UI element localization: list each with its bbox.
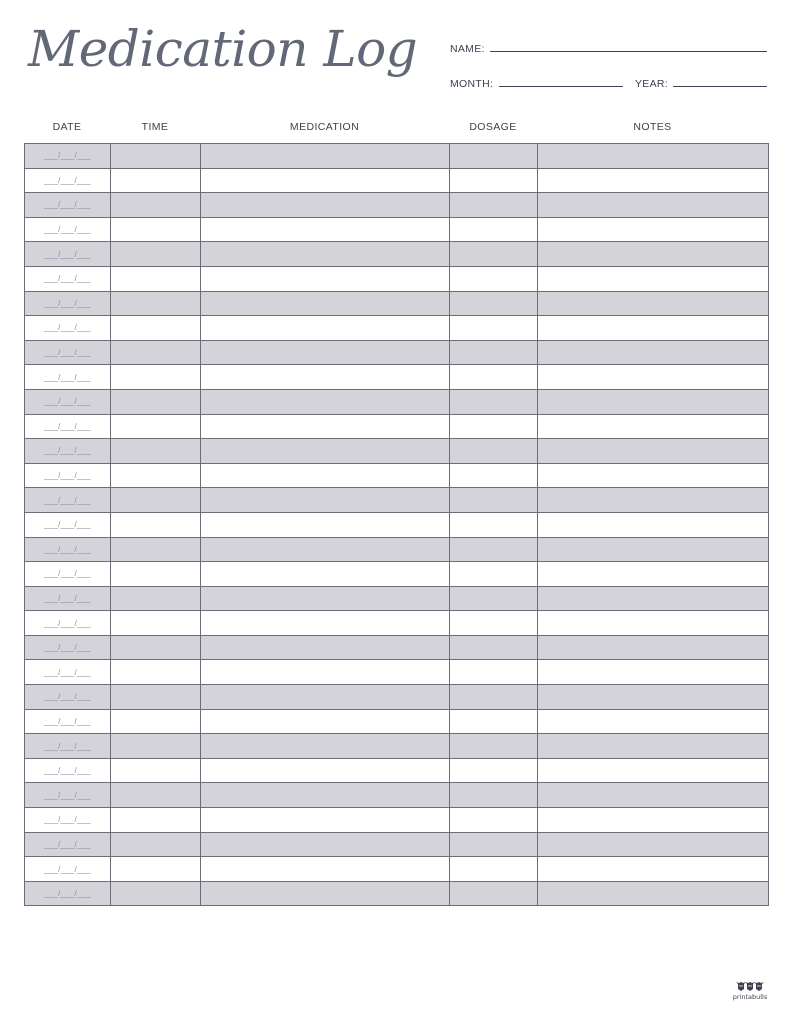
dosage-cell[interactable] (450, 685, 538, 710)
notes-cell[interactable] (538, 611, 769, 636)
table-row (25, 758, 769, 783)
column-header-dosage: DOSAGE (469, 121, 517, 133)
date-cell[interactable]: ___/___/___ (25, 635, 111, 660)
table-row (25, 881, 769, 906)
medication-cell[interactable] (201, 586, 450, 611)
table-row (25, 365, 769, 390)
dosage-cell[interactable] (450, 389, 538, 414)
table-row (25, 463, 769, 488)
table-row (25, 168, 769, 193)
dosage-cell[interactable] (450, 217, 538, 242)
date-cell[interactable]: ___/___/___ (25, 881, 111, 906)
medication-cell[interactable] (201, 242, 450, 267)
dosage-cell[interactable] (450, 783, 538, 808)
notes-cell[interactable] (538, 316, 769, 341)
medication-cell[interactable] (201, 660, 450, 685)
notes-cell[interactable] (538, 586, 769, 611)
table-row (25, 266, 769, 291)
medication-cell[interactable] (201, 857, 450, 882)
dosage-cell[interactable] (450, 709, 538, 734)
date-cell[interactable]: ___/___/___ (25, 537, 111, 562)
table-row (25, 389, 769, 414)
date-cell[interactable]: ___/___/___ (25, 439, 111, 464)
medication-cell[interactable] (201, 488, 450, 513)
time-cell[interactable] (111, 635, 201, 660)
year-label: YEAR: (635, 78, 669, 90)
dosage-cell[interactable] (450, 857, 538, 882)
notes-cell[interactable] (538, 709, 769, 734)
column-header-notes: NOTES (633, 121, 672, 133)
date-cell[interactable]: ___/___/___ (25, 562, 111, 587)
table-row (25, 832, 769, 857)
notes-cell[interactable] (538, 389, 769, 414)
table-row (25, 439, 769, 464)
table-row (25, 340, 769, 365)
table-row (25, 291, 769, 316)
medication-cell[interactable] (201, 266, 450, 291)
date-cell[interactable]: ___/___/___ (25, 168, 111, 193)
table-row (25, 144, 769, 169)
medication-cell[interactable] (201, 808, 450, 833)
dosage-cell[interactable] (450, 340, 538, 365)
medication-cell[interactable] (201, 709, 450, 734)
notes-cell[interactable] (538, 758, 769, 783)
date-cell[interactable]: ___/___/___ (25, 488, 111, 513)
medication-cell[interactable] (201, 463, 450, 488)
notes-cell[interactable] (538, 488, 769, 513)
date-cell[interactable]: ___/___/___ (25, 316, 111, 341)
table-row (25, 562, 769, 587)
medication-log-table (24, 143, 769, 906)
time-cell[interactable] (111, 857, 201, 882)
time-cell[interactable] (111, 439, 201, 464)
date-cell[interactable]: ___/___/___ (25, 660, 111, 685)
dosage-cell[interactable] (450, 291, 538, 316)
notes-cell[interactable] (538, 144, 769, 169)
time-cell[interactable] (111, 193, 201, 218)
date-cell[interactable]: ___/___/___ (25, 783, 111, 808)
date-cell[interactable]: ___/___/___ (25, 389, 111, 414)
dosage-cell[interactable] (450, 562, 538, 587)
date-cell[interactable]: ___/___/___ (25, 340, 111, 365)
time-cell[interactable] (111, 217, 201, 242)
time-cell[interactable] (111, 389, 201, 414)
notes-cell[interactable] (538, 340, 769, 365)
table-row (25, 512, 769, 537)
month-line[interactable] (499, 86, 623, 87)
date-cell[interactable]: ___/___/___ (25, 266, 111, 291)
name-label: NAME: (450, 43, 485, 55)
medication-cell[interactable] (201, 783, 450, 808)
medication-cell[interactable] (201, 611, 450, 636)
dosage-cell[interactable] (450, 512, 538, 537)
medication-cell[interactable] (201, 144, 450, 169)
time-cell[interactable] (111, 144, 201, 169)
dosage-cell[interactable] (450, 734, 538, 759)
notes-cell[interactable] (538, 660, 769, 685)
notes-cell[interactable] (538, 291, 769, 316)
dosage-cell[interactable] (450, 808, 538, 833)
medication-cell[interactable] (201, 685, 450, 710)
medication-cell[interactable] (201, 193, 450, 218)
time-cell[interactable] (111, 168, 201, 193)
dosage-cell[interactable] (450, 758, 538, 783)
time-cell[interactable] (111, 340, 201, 365)
time-cell[interactable] (111, 365, 201, 390)
date-cell[interactable]: ___/___/___ (25, 734, 111, 759)
table-row (25, 635, 769, 660)
dosage-cell[interactable] (450, 242, 538, 267)
table-row (25, 488, 769, 513)
printabulls-logo (732, 980, 768, 1001)
notes-cell[interactable] (538, 512, 769, 537)
bull-logo-icon (735, 980, 765, 992)
dosage-cell[interactable] (450, 316, 538, 341)
dosage-cell[interactable] (450, 365, 538, 390)
time-cell[interactable] (111, 463, 201, 488)
dosage-cell[interactable] (450, 881, 538, 906)
medication-cell[interactable] (201, 316, 450, 341)
date-cell[interactable]: ___/___/___ (25, 857, 111, 882)
date-cell[interactable]: ___/___/___ (25, 808, 111, 833)
table-row (25, 611, 769, 636)
time-cell[interactable] (111, 562, 201, 587)
notes-cell[interactable] (538, 193, 769, 218)
table-row (25, 537, 769, 562)
medication-cell[interactable] (201, 291, 450, 316)
dosage-cell[interactable] (450, 537, 538, 562)
table-row (25, 414, 769, 439)
date-cell[interactable]: ___/___/___ (25, 758, 111, 783)
table-row (25, 685, 769, 710)
table-row (25, 808, 769, 833)
date-cell[interactable]: ___/___/___ (25, 611, 111, 636)
table-row (25, 709, 769, 734)
time-cell[interactable] (111, 709, 201, 734)
dosage-cell[interactable] (450, 193, 538, 218)
notes-cell[interactable] (538, 537, 769, 562)
date-cell[interactable]: ___/___/___ (25, 365, 111, 390)
brand-name: printabulls (732, 993, 768, 1001)
medication-cell[interactable] (201, 881, 450, 906)
month-label: MONTH: (450, 78, 494, 90)
time-cell[interactable] (111, 685, 201, 710)
notes-cell[interactable] (538, 881, 769, 906)
medication-cell[interactable] (201, 512, 450, 537)
medication-cell[interactable] (201, 734, 450, 759)
medication-cell[interactable] (201, 389, 450, 414)
medication-cell[interactable] (201, 537, 450, 562)
time-cell[interactable] (111, 242, 201, 267)
time-cell[interactable] (111, 611, 201, 636)
notes-cell[interactable] (538, 832, 769, 857)
medication-cell[interactable] (201, 562, 450, 587)
date-cell[interactable]: ___/___/___ (25, 512, 111, 537)
notes-cell[interactable] (538, 635, 769, 660)
dosage-cell[interactable] (450, 266, 538, 291)
time-cell[interactable] (111, 660, 201, 685)
medication-cell[interactable] (201, 414, 450, 439)
time-cell[interactable] (111, 808, 201, 833)
time-cell[interactable] (111, 266, 201, 291)
date-cell[interactable]: ___/___/___ (25, 291, 111, 316)
date-cell[interactable]: ___/___/___ (25, 217, 111, 242)
column-header-medication: MEDICATION (289, 121, 360, 133)
dosage-cell[interactable] (450, 439, 538, 464)
table-row (25, 783, 769, 808)
date-cell[interactable]: ___/___/___ (25, 832, 111, 857)
page-title: Medication Log (28, 20, 418, 78)
year-line[interactable] (673, 86, 767, 87)
time-cell[interactable] (111, 832, 201, 857)
time-cell[interactable] (111, 512, 201, 537)
medication-cell[interactable] (201, 439, 450, 464)
notes-cell[interactable] (538, 168, 769, 193)
medication-cell[interactable] (201, 340, 450, 365)
medication-cell[interactable] (201, 365, 450, 390)
notes-cell[interactable] (538, 734, 769, 759)
table-row (25, 660, 769, 685)
dosage-cell[interactable] (450, 635, 538, 660)
time-cell[interactable] (111, 488, 201, 513)
table-row (25, 734, 769, 759)
table-row (25, 217, 769, 242)
dosage-cell[interactable] (450, 832, 538, 857)
date-cell[interactable]: ___/___/___ (25, 242, 111, 267)
date-cell[interactable]: ___/___/___ (25, 144, 111, 169)
time-cell[interactable] (111, 881, 201, 906)
column-header-time: TIME (141, 121, 169, 133)
table-row (25, 193, 769, 218)
name-line[interactable] (490, 51, 767, 52)
time-cell[interactable] (111, 586, 201, 611)
column-header-date: DATE (52, 121, 82, 133)
time-cell[interactable] (111, 414, 201, 439)
medication-cell[interactable] (201, 217, 450, 242)
notes-cell[interactable] (538, 463, 769, 488)
table-row (25, 242, 769, 267)
dosage-cell[interactable] (450, 488, 538, 513)
medication-cell[interactable] (201, 758, 450, 783)
date-cell[interactable]: ___/___/___ (25, 709, 111, 734)
date-cell[interactable]: ___/___/___ (25, 586, 111, 611)
notes-cell[interactable] (538, 685, 769, 710)
dosage-cell[interactable] (450, 463, 538, 488)
table-row (25, 316, 769, 341)
medication-cell[interactable] (201, 832, 450, 857)
dosage-cell[interactable] (450, 586, 538, 611)
time-cell[interactable] (111, 316, 201, 341)
notes-cell[interactable] (538, 439, 769, 464)
time-cell[interactable] (111, 783, 201, 808)
notes-cell[interactable] (538, 365, 769, 390)
time-cell[interactable] (111, 537, 201, 562)
medication-cell[interactable] (201, 168, 450, 193)
dosage-cell[interactable] (450, 144, 538, 169)
date-cell[interactable]: ___/___/___ (25, 414, 111, 439)
date-cell[interactable]: ___/___/___ (25, 193, 111, 218)
dosage-cell[interactable] (450, 660, 538, 685)
notes-cell[interactable] (538, 562, 769, 587)
notes-cell[interactable] (538, 808, 769, 833)
notes-cell[interactable] (538, 857, 769, 882)
dosage-cell[interactable] (450, 168, 538, 193)
notes-cell[interactable] (538, 266, 769, 291)
dosage-cell[interactable] (450, 414, 538, 439)
time-cell[interactable] (111, 734, 201, 759)
notes-cell[interactable] (538, 242, 769, 267)
table-row (25, 857, 769, 882)
time-cell[interactable] (111, 291, 201, 316)
dosage-cell[interactable] (450, 611, 538, 636)
notes-cell[interactable] (538, 783, 769, 808)
notes-cell[interactable] (538, 217, 769, 242)
date-cell[interactable]: ___/___/___ (25, 463, 111, 488)
medication-cell[interactable] (201, 635, 450, 660)
date-cell[interactable]: ___/___/___ (25, 685, 111, 710)
table-row (25, 586, 769, 611)
log-table-body (25, 144, 769, 906)
notes-cell[interactable] (538, 414, 769, 439)
time-cell[interactable] (111, 758, 201, 783)
